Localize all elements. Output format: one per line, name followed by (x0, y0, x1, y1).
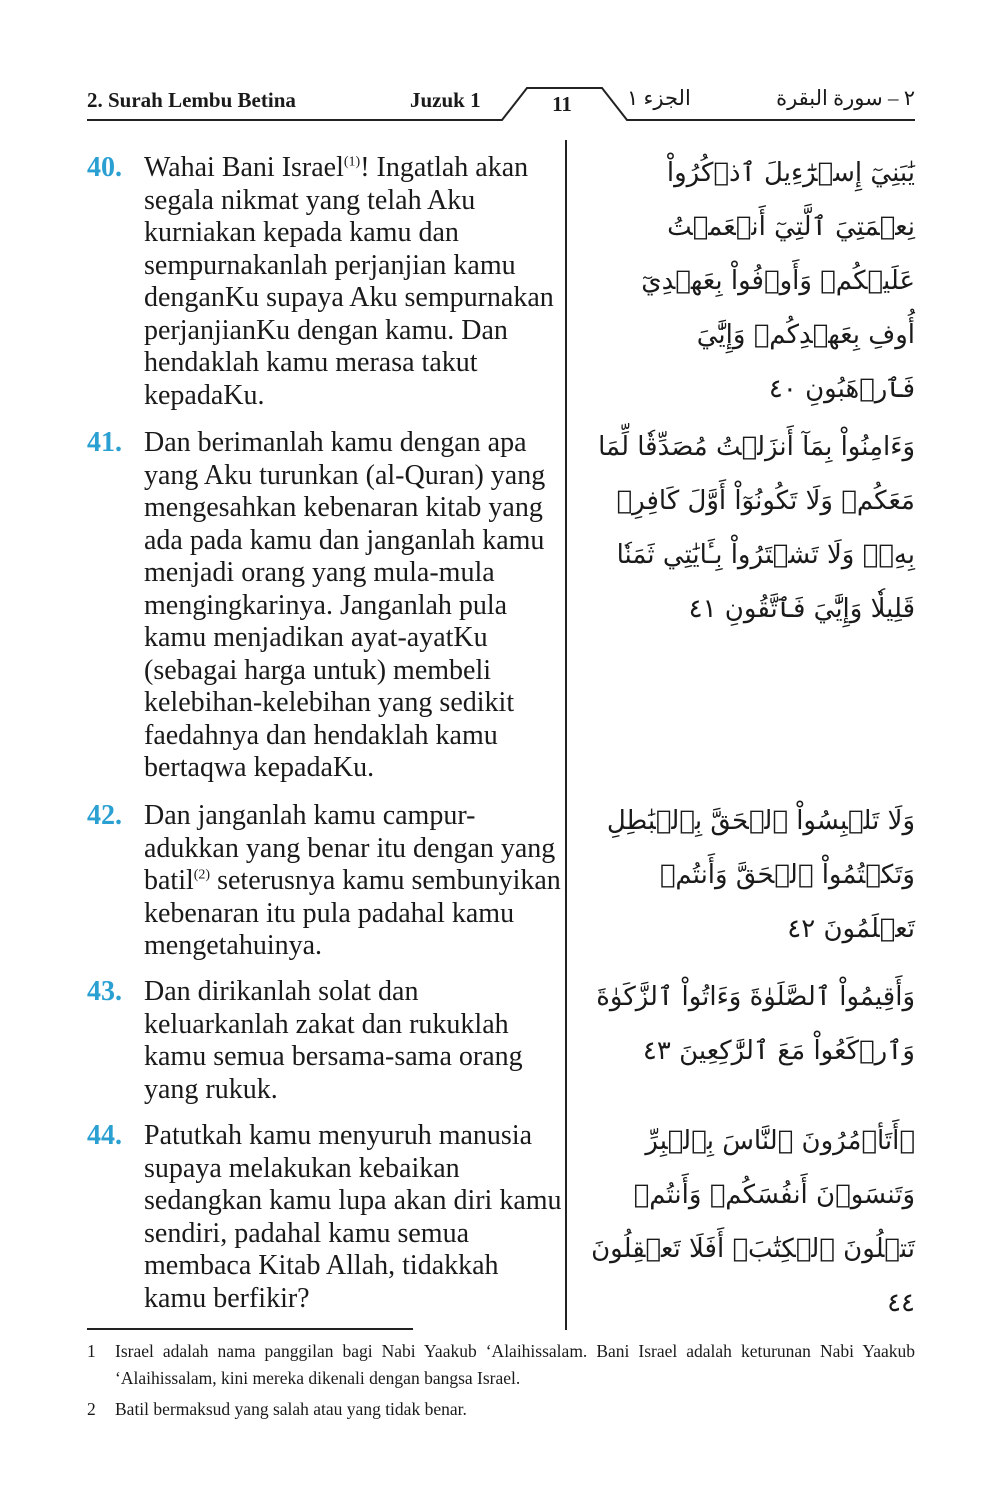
arabic-verse-43: وَأَقِيمُواْ ٱلصَّلَوٰةَ وَءَاتُواْ ٱلزَّكَوٰةَ وَٱرۡكَعُواْ مَعَ ٱلرَّٰكِعِينَ ٤٣ (596, 982, 915, 1066)
footnote-text: Batil bermaksud yang salah atau yang tidak benar. (115, 1399, 467, 1419)
arabic-verse-44: ۞أَتَأۡمُرُونَ ٱلنَّاسَ بِٱلۡبِرِّ وَتَنسَوۡنَ أَنفُسَكُمۡ وَأَنتُمۡ تَتۡلُونَ ٱلۡكِتَٰبَۚ أَفَلَا تَعۡقِلُونَ ٤٤ (591, 1126, 915, 1318)
footnote-number: 1 (87, 1341, 96, 1361)
footnote-ref: (2) (193, 867, 211, 883)
verse-text: Patutkah kamu menyuruh manusia supaya melakukan kebaikan sedangkan kamu lupa akan diri kamu sendiri, padahal kamu semua membaca Kitab Allah, tidakkah kamu berfikir? (144, 1120, 562, 1314)
juz-arabic: الجزء ١ (627, 86, 691, 110)
arabic-verse-40: يَٰبَنِيٓ إِسۡرَٰٓءِيلَ ٱذۡكُرُواْ نِعۡمَتِيَ ٱلَّتِيٓ أَنۡعَمۡتُ عَلَيۡكُمۡ وَأَوۡفُواْ بِعَهۡدِيٓ أُوفِ بِعَهۡدِكُمۡ وَإِيَّٰيَ فَٱرۡهَبُونِ ٤٠ (641, 158, 915, 404)
verse-number: 43. (87, 976, 122, 1007)
verse-text: Wahai Bani Israel$^{(1)}$! Ingatlah akan segala nikmat yang telah Aku kurniakan kepada kamu dan sempurnakanlah perjanjian kamu denganKu supaya Aku sempurnakan perjanjianKu dengan kamu. Dan hendaklah kamu merasa takut kepadaKu. (144, 152, 554, 411)
footnote-rule (87, 1328, 413, 1330)
verse-number: 44. (87, 1120, 122, 1151)
surah-arabic: ٢ – سورة البقرة (776, 86, 915, 110)
footnote-ref: (1) (343, 154, 361, 170)
verse-number: 40. (87, 152, 122, 183)
surah-title: 2. Surah Lembu Betina (87, 88, 296, 112)
page-header (87, 84, 915, 124)
footnote-text: Israel adalah nama panggilan bagi Nabi Yaakub ‘Alaihissalam. Bani Israel adalah keturunan Nabi Yaakub ‘Alaihissalam, kini mereka dikenali dengan bangsa Israel. (115, 1341, 915, 1388)
verse-text: Dan dirikanlah solat dan keluarkanlah zakat dan rukuklah kamu semua bersama-sama orang yang rukuk. (144, 976, 523, 1105)
page-number: 11 (552, 92, 572, 116)
arabic-verse-42: وَلَا تَلۡبِسُواْ ٱلۡحَقَّ بِٱلۡبَٰطِلِ وَتَكۡتُمُواْ ٱلۡحَقَّ وَأَنتُمۡ تَعۡلَمُونَ ٤٢ (606, 806, 915, 944)
verse-text: Dan janganlah kamu campur-adukkan yang benar itu dengan yang batil$^{(2)}$ seterusnya kamu sembunyikan kebenaran itu pula padahal kamu mengetahuinya. (144, 800, 561, 961)
footnote-number: 2 (87, 1399, 96, 1419)
arabic-verse-41: وَءَامِنُواْ بِمَآ أَنزَلۡتُ مُصَدِّقٗا لِّمَا مَعَكُمۡ وَلَا تَكُونُوٓاْ أَوَّلَ كَافِرِۭ بِهِۦۖ وَلَا تَشۡتَرُواْ بِـَٔايَٰتِي ثَمَنٗا قَلِيلٗا وَإِيَّٰيَ فَٱتَّقُونِ ٤١ (598, 432, 915, 624)
verse-number: 41. (87, 427, 122, 458)
verse-text: Dan berimanlah kamu dengan apa yang Aku turunkan (al-Quran) yang mengesahkan kebenaran kitab yang ada pada kamu dan janganlah kamu menjadi orang yang mula-mula mengingkarinya. Janganlah pula kamu menjadikan ayat-ayatKu (sebagai harga untuk) membeli kelebihan-kelebihan yang sedikit faedahnya dan hendaklah kamu bertaqwa kepadaKu. (144, 427, 546, 783)
column-divider (565, 140, 567, 1330)
juzuk-label: Juzuk 1 (410, 88, 481, 112)
verse-number: 42. (87, 800, 122, 831)
